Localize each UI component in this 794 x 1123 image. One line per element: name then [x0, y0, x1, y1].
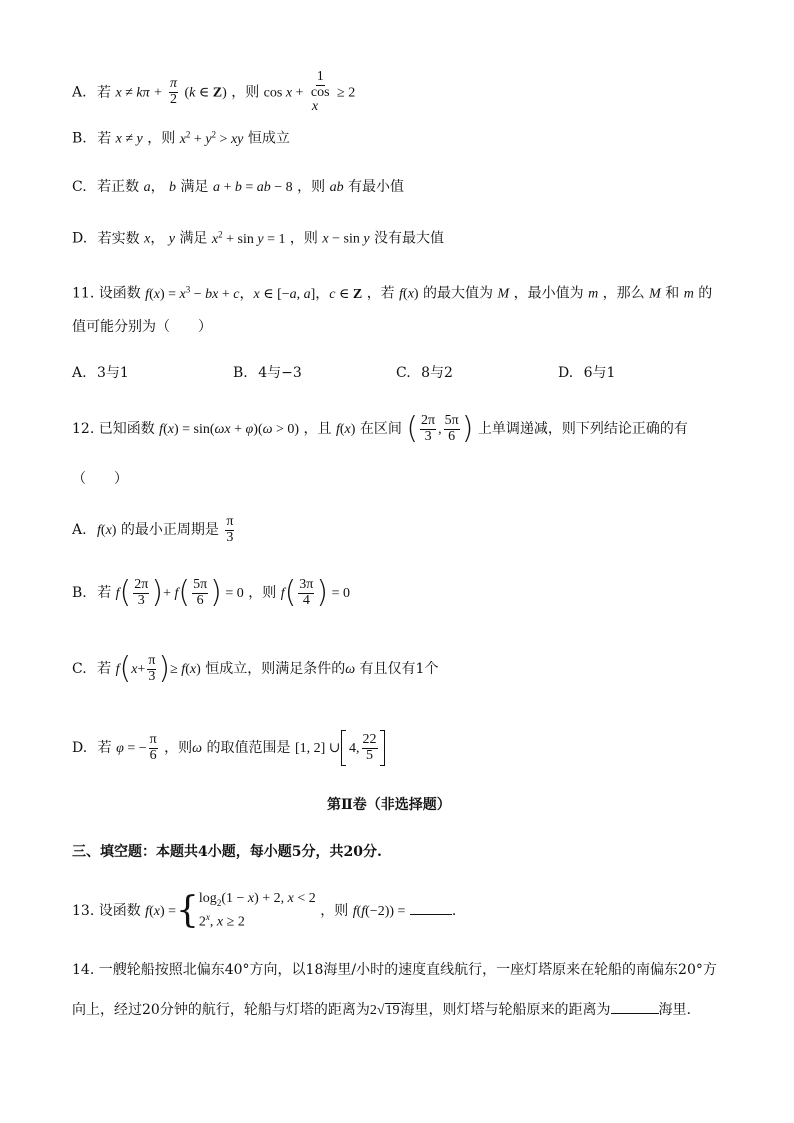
q12-stem-line2: （ ）: [72, 471, 128, 487]
formula: f(x) = sin(ωx + φ)(ω > 0): [159, 422, 300, 438]
q14-line1: 14. 一艘轮船按照北偏东40°方向，以18海里/小时的速度直线航行，一座灯塔原来在轮船的南偏东20°方: [72, 962, 717, 978]
q11-stem: 11. 设函数 $f(x) = x^3$ − bx + c，x ∈ [−a, a]，c ∈ Z ，若 f(x) 的最大值为 M ，最小值为 m ，那么 M 和 m 的: [72, 284, 713, 302]
q11-option-b: B. 4与−3: [233, 365, 302, 381]
fraction: $\frac{\pi}{3}$: [226, 514, 234, 545]
q11-option-a: A. 3与1: [72, 365, 129, 381]
q10-option-d: D. 若实数 x， y 满足 $x^2 + \sin y = 1$ ，则 x − sin y 没有最大值: [72, 229, 444, 247]
q12-stem: 12. 已知函数 f(x) = sin(ωx + φ)(ω > 0) ，且 f(x) 在区间 ( $\frac{2\pi}{3}$ , $\frac{5\pi}{6}$ ) 上单调递减，则下列结论正确的有: [72, 411, 688, 447]
formula: x ≠ kπ +: [115, 85, 163, 101]
q10-option-a: A. 若 x ≠ kπ + $\frac{\pi}{2}$ (k ∈ Z) ，则 cos x + 1 cos x ≥ 2: [72, 69, 356, 115]
option-label: A.: [72, 84, 87, 101]
answer-blank[interactable]: [611, 1001, 659, 1014]
q12-option-b: B. 若 f( $\frac{2\pi}{3}$ )+ f( $\frac{5\pi}{6}$ ) = 0 ，则 f( $\frac{3\pi}{4}$ ) = 0: [72, 575, 350, 611]
q11-option-c: C. 8与2: [396, 365, 453, 381]
piecewise: $\log_2(1 - x) + 2$, x < 2 2$^x$, x ≥ 2: [198, 891, 316, 931]
formula: x − sin y: [322, 231, 370, 247]
fraction: $\frac{5\pi}{6}$: [444, 413, 459, 444]
formula: cos x +: [263, 85, 304, 101]
fraction: 1 cos x: [310, 69, 330, 115]
q11-option-d: D. 6与1: [558, 365, 616, 381]
formula: $f(x) = x^3$ − bx + c，x ∈ [−a, a]，c ∈ Z: [145, 284, 363, 302]
option-label: D.: [72, 230, 88, 247]
question-number: 14.: [72, 962, 95, 978]
q12-option-c: C. 若 f(x+ $\frac{\pi}{3}$ )≥ f(x) 恒成立，则满足条件的ω 有且仅有1个: [72, 651, 439, 687]
formula: $x^2 + \sin y = 1$: [211, 229, 286, 247]
part-three-heading: 三、填空题：本题共4小题，每小题5分，共20分.: [72, 844, 382, 860]
formula: (k ∈ Z): [184, 85, 227, 101]
option-label: C.: [72, 179, 87, 195]
q11-stem-line2: 值可能分别为（ ）: [72, 319, 212, 335]
q12-option-a: A. f(x) 的最小正周期是 $\frac{\pi}{3}$: [72, 514, 234, 545]
q10-option-c: C. 若正数 a， b 满足 a + b = ab − 8 ，则 ab 有最小值: [72, 179, 405, 195]
option-label: B.: [72, 130, 87, 147]
formula: x ≠ y: [115, 131, 143, 147]
section-title: 第Ⅱ卷（非选择题）: [327, 797, 451, 813]
question-number: 13.: [72, 903, 95, 920]
formula: $x^2 + y^2$ > xy: [179, 129, 244, 147]
q10-option-b: B. 若 x ≠ y ，则 $x^2 + y^2$ > xy 恒成立: [72, 129, 290, 147]
question-number: 12.: [72, 421, 95, 438]
q13-stem: 13. 设函数 f(x) ={ $\log_2(1 - x) + 2$, x < 2 2$^x$, x ≥ 2 ，则 f(f(−2)) = .: [72, 888, 456, 934]
fraction: $\frac{\pi}{2}$: [170, 76, 178, 108]
formula: a + b = ab − 8: [212, 180, 293, 195]
q12-option-d: D. 若 φ = − $\frac{\pi}{6}$ ，则ω 的取值范围是 [1, 2] ∪ 4, $\frac{22}{5}$: [72, 730, 385, 766]
question-number: 11.: [72, 285, 95, 302]
answer-blank[interactable]: [410, 902, 452, 915]
fraction: $\frac{2\pi}{3}$: [421, 413, 436, 444]
q14-line2: 向上，经过20分钟的航行，轮船与灯塔的距离为2√19海里，则灯塔与轮船原来的距离为 海里.: [72, 1002, 691, 1018]
